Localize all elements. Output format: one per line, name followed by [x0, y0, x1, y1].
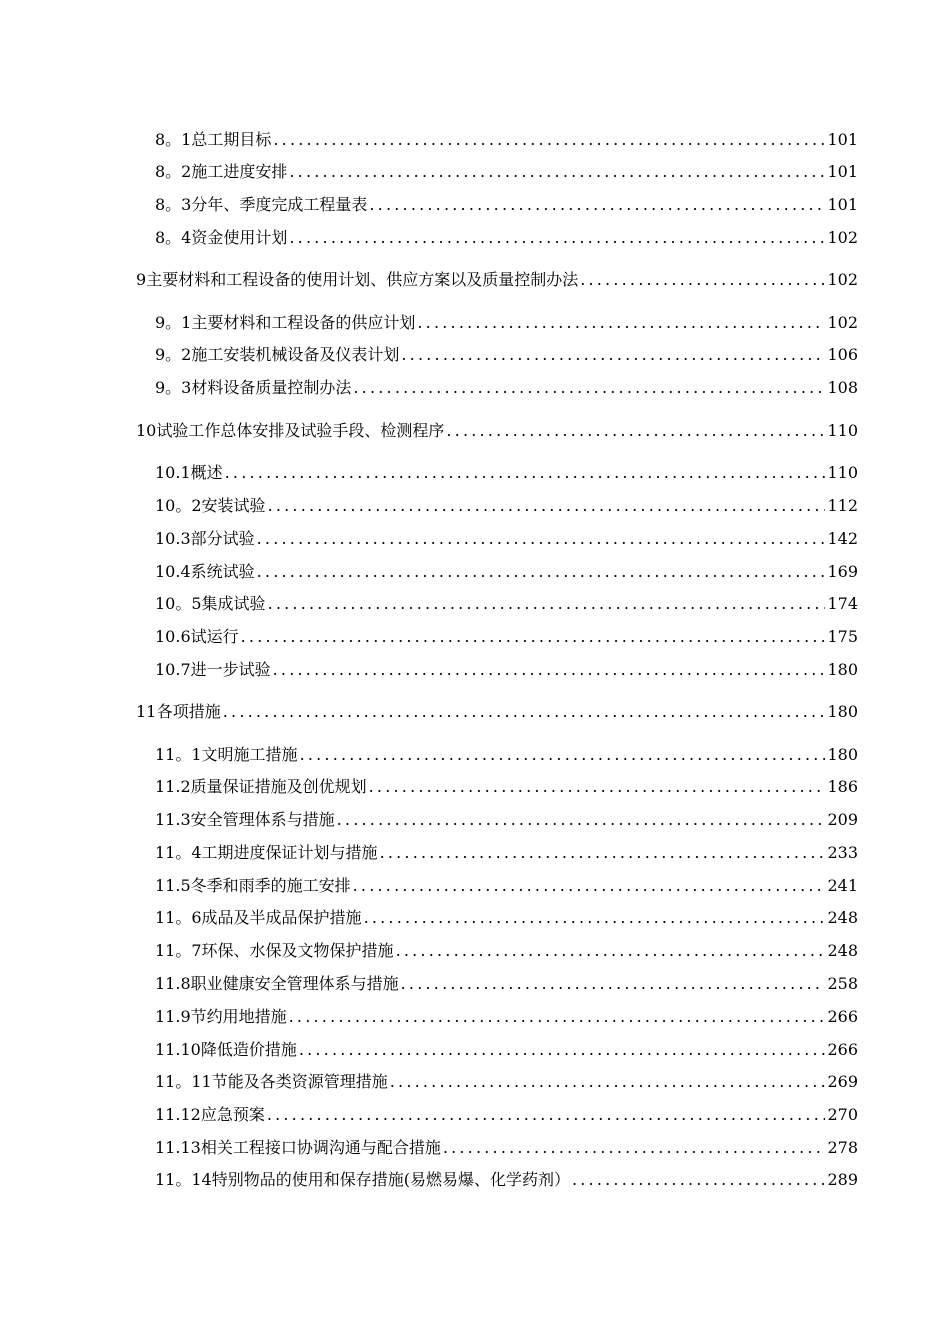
- dot-leader: [369, 193, 825, 217]
- dot-leader: [268, 494, 826, 518]
- toc-entry[interactable]: [155, 592, 858, 616]
- toc-entry-number: 8。2: [155, 162, 192, 181]
- toc-entry[interactable]: [155, 874, 858, 898]
- dot-leader: [257, 560, 826, 584]
- dot-leader: [401, 343, 825, 367]
- toc-entry-page-number: 110: [827, 463, 858, 482]
- toc-entry-number: 11。11: [155, 1072, 212, 1091]
- toc-entry-number: 11.9: [155, 1007, 191, 1026]
- toc-entry[interactable]: [155, 775, 858, 799]
- dot-leader: [225, 461, 826, 485]
- toc-entry-page-number: 248: [827, 941, 858, 960]
- toc-entry-number: 8。3: [155, 195, 192, 214]
- toc-entry-number: 10.4: [155, 562, 191, 581]
- toc-entry[interactable]: [155, 311, 858, 335]
- toc-entry-page-number: 258: [827, 974, 858, 993]
- toc-entry-number: 11。1: [155, 745, 202, 764]
- toc-entry-number: 11.3: [155, 810, 191, 829]
- dot-leader: [273, 658, 826, 682]
- toc-entry-page-number: 101: [827, 130, 858, 149]
- toc-entry-number: 11.10: [155, 1040, 201, 1059]
- toc-entry-number: 10。5: [155, 594, 202, 613]
- toc-entry-title: 各项措施: [156, 702, 221, 721]
- toc-entry-title: 集成试验: [201, 594, 266, 613]
- toc-entry-title: 主要材料和工程设备的供应计划: [191, 313, 416, 332]
- toc-entry[interactable]: [136, 700, 858, 724]
- toc-entry-title: 材料设备质量控制办法: [191, 378, 352, 397]
- toc-entry-title: 分年、季度完成工程量表: [191, 195, 368, 214]
- dot-leader: [353, 874, 826, 898]
- dot-leader: [380, 841, 826, 865]
- toc-entry[interactable]: [155, 1005, 858, 1029]
- toc-entry-page-number: 102: [827, 270, 858, 289]
- toc-entry-page-number: 186: [827, 777, 858, 796]
- toc-entry-title: 工期进度保证计划与措施: [201, 843, 378, 862]
- toc-entry[interactable]: [155, 1070, 858, 1094]
- toc-entry-number: 8。1: [155, 130, 192, 149]
- dot-leader: [300, 743, 826, 767]
- toc-entry-number: 11。6: [155, 908, 202, 927]
- toc-entry[interactable]: [155, 1136, 858, 1160]
- dot-leader: [267, 1103, 826, 1127]
- toc-entry-page-number: 266: [827, 1040, 858, 1059]
- toc-entry[interactable]: [155, 841, 858, 865]
- toc-entry-title: 施工进度安排: [191, 162, 288, 181]
- toc-entry-page-number: 241: [827, 876, 858, 895]
- toc-entry-page-number: 108: [827, 378, 858, 397]
- toc-entry-number: 9。1: [155, 313, 192, 332]
- toc-entry-number: 9。3: [155, 378, 192, 397]
- toc-entry[interactable]: [155, 1038, 858, 1062]
- toc-entry[interactable]: [155, 906, 858, 930]
- toc-entry-number: 11。4: [155, 843, 202, 862]
- toc-entry-page-number: 112: [827, 496, 858, 515]
- toc-entry[interactable]: [155, 625, 858, 649]
- toc-entry-title: 节约用地措施: [190, 1007, 287, 1026]
- toc-entry-number: 11.13: [155, 1138, 201, 1157]
- dot-leader: [417, 311, 825, 335]
- toc-entry-title: 部分试验: [190, 529, 255, 548]
- toc-entry-title: 文明施工措施: [201, 745, 298, 764]
- toc-entry-page-number: 180: [827, 660, 858, 679]
- toc-entry-title: 质量保证措施及创优规划: [190, 777, 367, 796]
- toc-entry-page-number: 110: [827, 421, 858, 440]
- toc-entry-number: 11.12: [155, 1105, 201, 1124]
- toc-entry-page-number: 180: [827, 702, 858, 721]
- toc-entry-number: 11.8: [155, 974, 191, 993]
- toc-entry-title: 冬季和雨季的施工安排: [190, 876, 351, 895]
- toc-entry-number: 10: [136, 421, 157, 440]
- toc-entry-page-number: 101: [827, 195, 858, 214]
- toc-entry[interactable]: [155, 658, 858, 682]
- toc-entry-title: 系统试验: [190, 562, 255, 581]
- toc-entry-number: 9。2: [155, 345, 192, 364]
- toc-entry-page-number: 102: [827, 313, 858, 332]
- dot-leader: [223, 700, 826, 724]
- dot-leader: [337, 808, 826, 832]
- toc-entry[interactable]: [155, 193, 858, 217]
- dot-leader: [299, 1038, 826, 1062]
- toc-entry-title: 主要材料和工程设备的使用计划、供应方案以及质量控制办法: [146, 270, 579, 289]
- toc-entry-page-number: 278: [827, 1138, 858, 1157]
- toc-entry-number: 10。2: [155, 496, 202, 515]
- dot-leader: [396, 939, 826, 963]
- dot-leader: [289, 226, 825, 250]
- dot-leader: [401, 972, 826, 996]
- toc-entry-title: 应急预案: [200, 1105, 265, 1124]
- toc-entry-number: 10.6: [155, 627, 191, 646]
- toc-entry[interactable]: [155, 1168, 858, 1192]
- toc-entry-number: 11。7: [155, 941, 202, 960]
- toc-entry-page-number: 102: [827, 228, 858, 247]
- toc-entry-number: 8。4: [155, 228, 192, 247]
- toc-entry-page-number: 169: [827, 562, 858, 581]
- toc-entry-title: 试运行: [190, 627, 239, 646]
- toc-entry-page-number: 269: [827, 1072, 858, 1091]
- toc-entry-page-number: 233: [827, 843, 858, 862]
- toc-entry-page-number: 174: [827, 594, 858, 613]
- toc-entry-number: 10.3: [155, 529, 191, 548]
- toc-entry[interactable]: [155, 376, 858, 400]
- toc-entry-number: 11: [136, 702, 157, 721]
- toc-entry-page-number: 270: [827, 1105, 858, 1124]
- toc-entry-title: 进一步试验: [190, 660, 271, 679]
- toc-entry-page-number: 266: [827, 1007, 858, 1026]
- toc-entry-page-number: 209: [827, 810, 858, 829]
- toc-entry-title: 总工期目标: [191, 130, 272, 149]
- toc-entry[interactable]: [155, 461, 858, 485]
- dot-leader: [289, 160, 825, 184]
- dot-leader: [446, 419, 825, 443]
- toc-entry-page-number: 101: [827, 162, 858, 181]
- toc-entry-page-number: 248: [827, 908, 858, 927]
- toc-entry[interactable]: [155, 494, 858, 518]
- toc-entry-title: 职业健康安全管理体系与措施: [190, 974, 399, 993]
- toc-entry-title: 相关工程接口协调沟通与配合措施: [200, 1138, 441, 1157]
- dot-leader: [257, 527, 826, 551]
- toc-entry[interactable]: [155, 527, 858, 551]
- toc-entry-title: 试验工作总体安排及试验手段、检测程序: [156, 421, 445, 440]
- toc-entry-page-number: 180: [827, 745, 858, 764]
- toc-entry[interactable]: [155, 939, 858, 963]
- toc-entry[interactable]: [155, 560, 858, 584]
- dot-leader: [390, 1070, 826, 1094]
- dot-leader: [289, 1005, 826, 1029]
- toc-entry-title: 安装试验: [201, 496, 266, 515]
- toc-entry[interactable]: [136, 419, 858, 443]
- toc-entry-title: 降低造价措施: [200, 1040, 297, 1059]
- toc-entry-title: 概述: [190, 463, 223, 482]
- toc-entry[interactable]: [155, 972, 858, 996]
- toc-entry-title: 施工安装机械设备及仪表计划: [191, 345, 400, 364]
- toc-entry-number: 11。14: [155, 1170, 212, 1189]
- toc-entry-title: 资金使用计划: [191, 228, 288, 247]
- toc-entry-page-number: 142: [827, 529, 858, 548]
- dot-leader: [364, 906, 826, 930]
- toc-entry[interactable]: [155, 160, 858, 184]
- dot-leader: [443, 1136, 826, 1160]
- dot-leader: [268, 592, 826, 616]
- toc-entry-number: 10.1: [155, 463, 191, 482]
- dot-leader: [580, 268, 825, 292]
- dot-leader: [273, 128, 825, 152]
- dot-leader: [369, 775, 826, 799]
- toc-entry-number: 11.2: [155, 777, 191, 796]
- toc-entry[interactable]: [155, 808, 858, 832]
- toc-entry[interactable]: [155, 343, 858, 367]
- dot-leader: [353, 376, 825, 400]
- toc-entry-number: 9: [136, 270, 147, 289]
- toc-entry-page-number: 289: [827, 1170, 858, 1189]
- toc-entry-title: 成品及半成品保护措施: [201, 908, 362, 927]
- dot-leader: [572, 1168, 825, 1192]
- toc-entry[interactable]: [155, 743, 858, 767]
- toc-entry-title: 安全管理体系与措施: [190, 810, 335, 829]
- dot-leader: [241, 625, 826, 649]
- toc-entry-title: 特别物品的使用和保存措施(易燃易爆、化学药剂）: [211, 1170, 570, 1189]
- toc-entry-page-number: 175: [827, 627, 858, 646]
- toc-entry-page-number: 106: [827, 345, 858, 364]
- toc-entry-number: 10.7: [155, 660, 191, 679]
- toc-entry[interactable]: [155, 226, 858, 250]
- toc-entry-title: 节能及各类资源管理措施: [211, 1072, 388, 1091]
- toc-entry[interactable]: [155, 128, 858, 152]
- toc-entry-title: 环保、水保及文物保护措施: [201, 941, 394, 960]
- toc-entry-number: 11.5: [155, 876, 191, 895]
- toc-entry[interactable]: [155, 1103, 858, 1127]
- toc-entry[interactable]: [136, 268, 858, 292]
